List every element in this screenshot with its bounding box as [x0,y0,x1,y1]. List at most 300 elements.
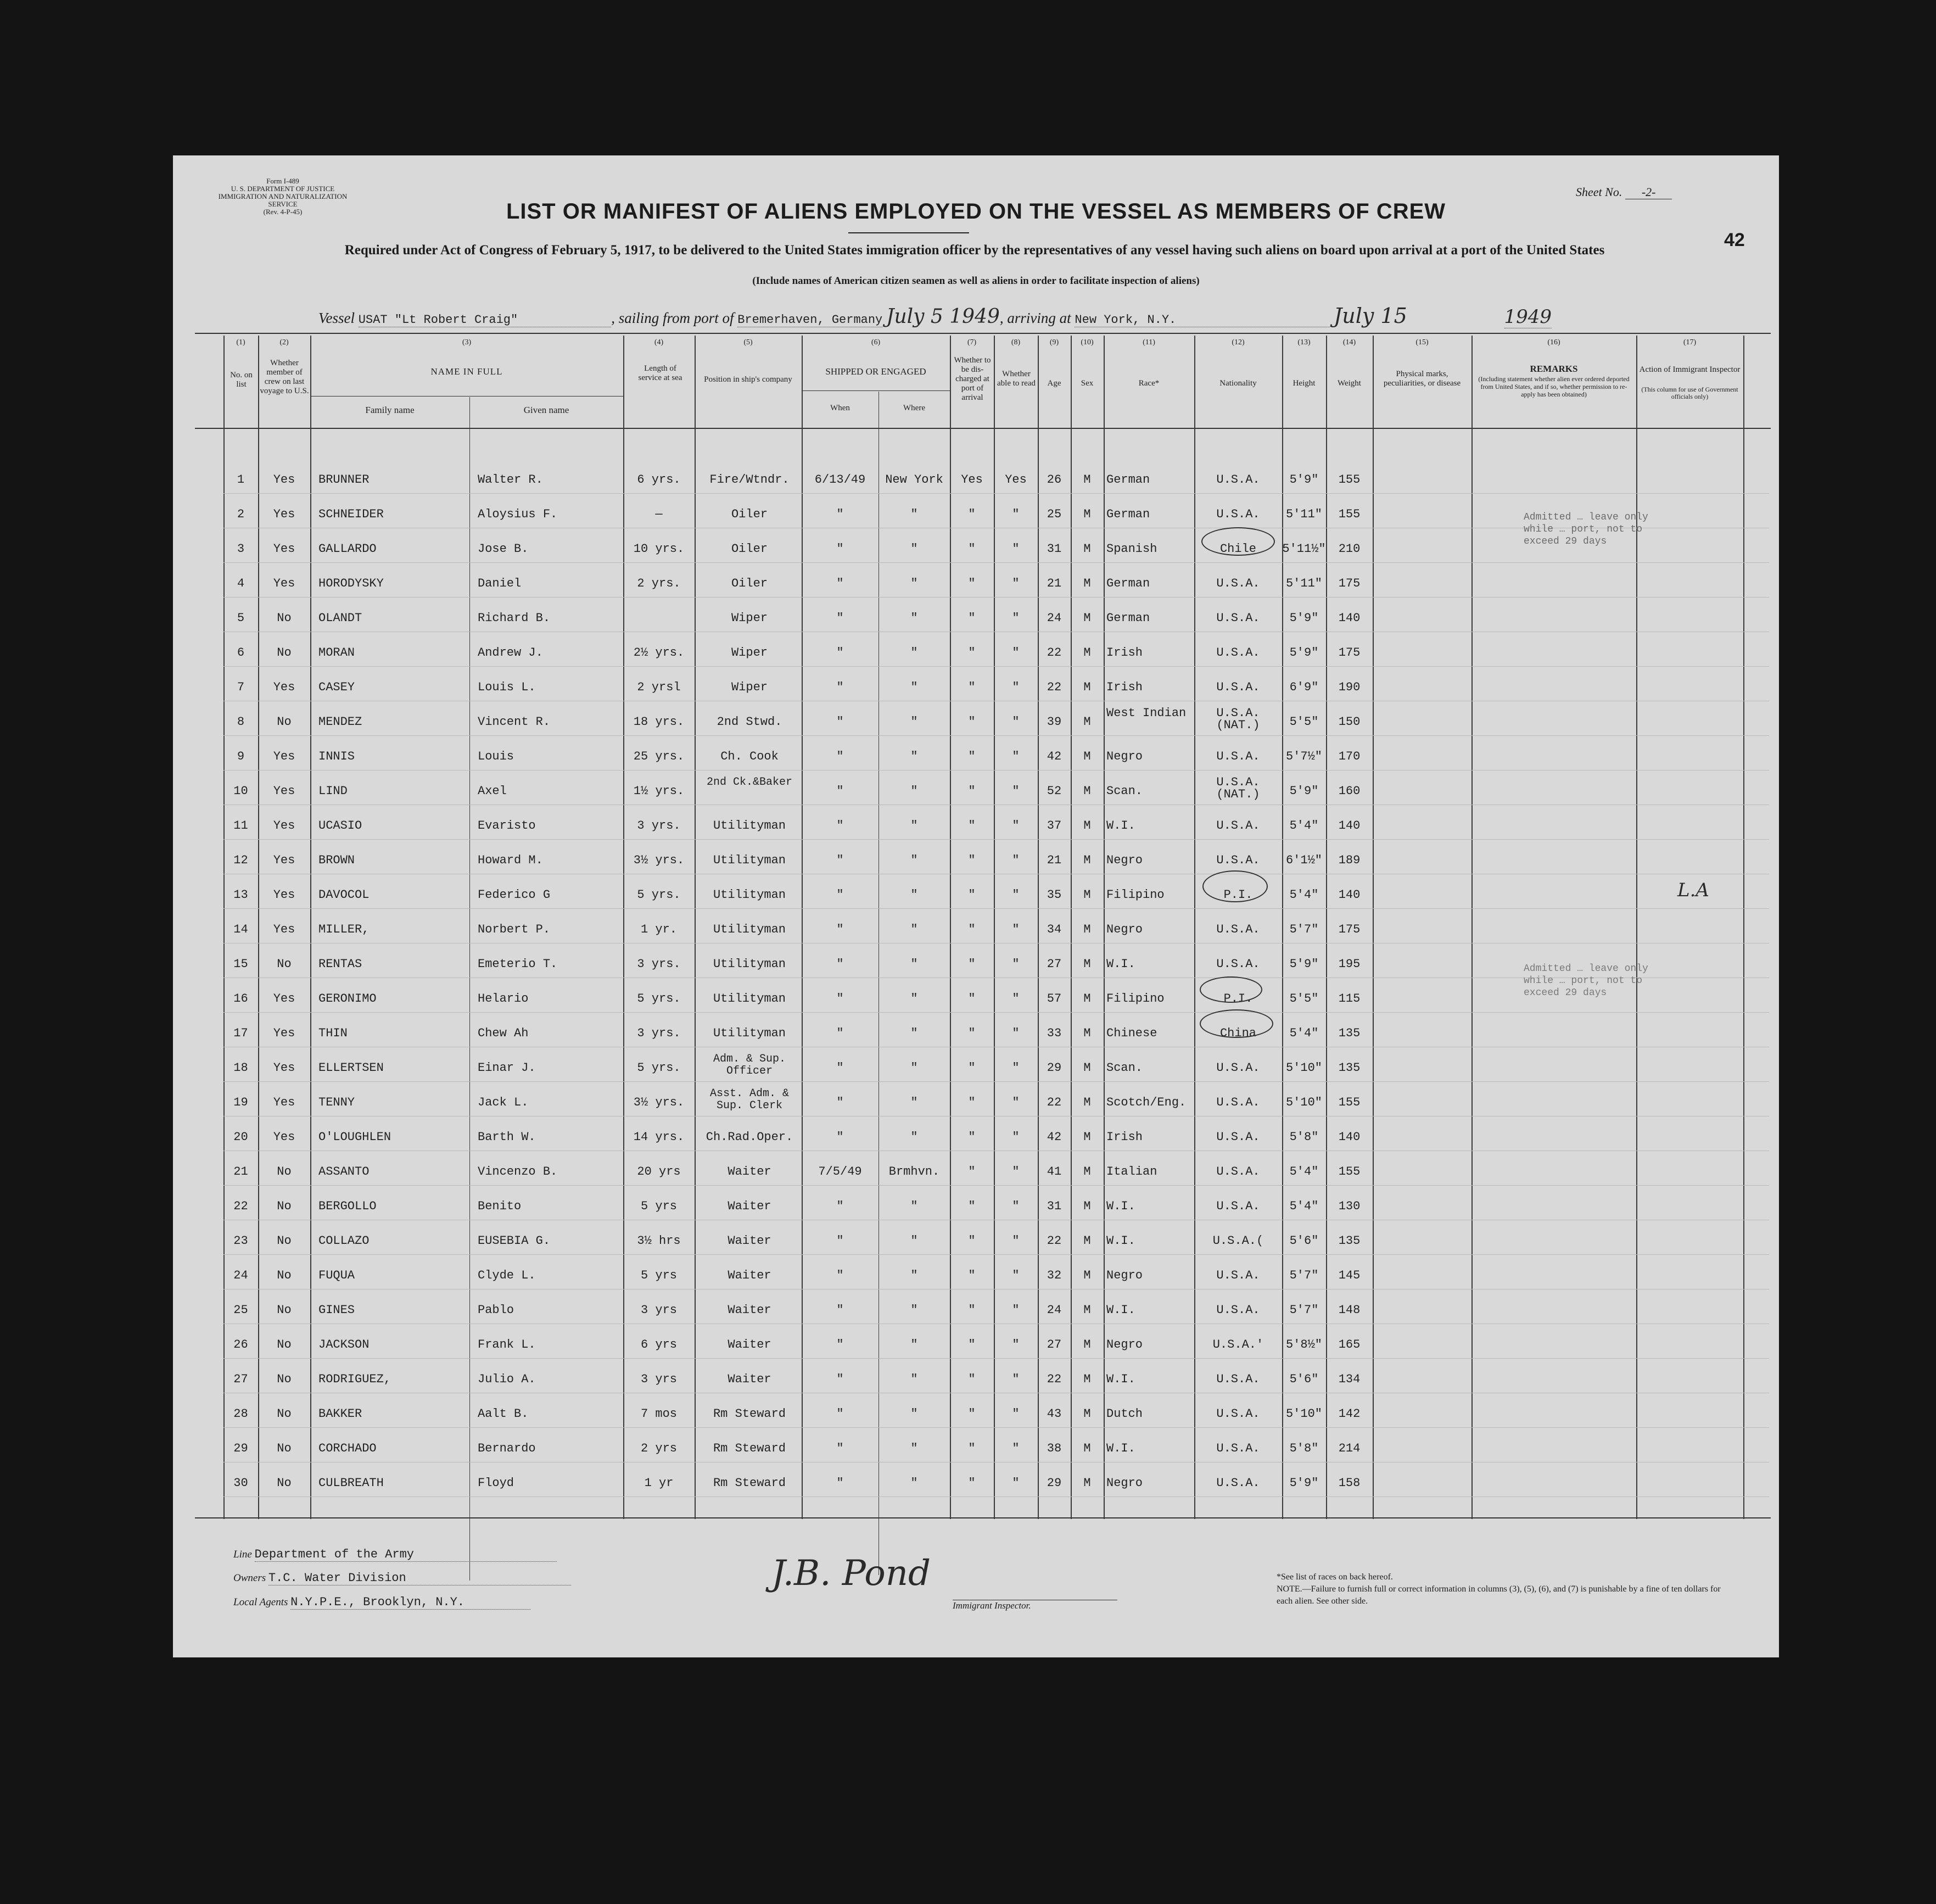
length-service: 3 yrs. [637,819,681,833]
sex: M [1083,1130,1091,1144]
height: 5'9" [1289,1476,1319,1490]
position: Ch. Cook [720,750,779,763]
sailing-port: Bremerhaven, Germany [737,313,883,327]
sheet-number: -2- [1625,185,1672,199]
header-remarks-sub: (Including statement whether alien ever ordered deported from United States, and if so, whether permission to re-apply has been obtained) [1478,375,1630,398]
discharged: " [968,819,976,833]
nationality-circle [1200,976,1262,1003]
shipped-where: " [910,1130,918,1144]
given-name: Benito [478,1199,522,1213]
shipped-where: " [910,992,918,1006]
family-name: GERONIMO [318,992,377,1006]
row-number: 7 [237,680,245,694]
given-name: Richard B. [478,611,551,625]
row-number: 8 [237,715,245,729]
age: 35 [1047,888,1062,902]
colnum-7: (7) [967,338,977,347]
length-service: 3 yrs [640,1372,677,1386]
length-service: 7 mos [640,1407,677,1421]
family-name: INNIS [318,750,355,763]
footer-agents [233,1595,530,1609]
nationality: U.S.A. [1216,507,1260,521]
given-name: Pablo [478,1303,514,1317]
weight: 155 [1338,1165,1361,1179]
nationality: U.S.A. [1216,1269,1260,1282]
age: 57 [1047,992,1062,1006]
discharged: " [968,888,976,902]
colnum-12: (12) [1232,338,1245,347]
age: 38 [1047,1442,1062,1455]
race: Scotch/Eng. [1106,1096,1187,1109]
shipped-when: " [836,1096,844,1109]
nationality: U.S.A. [1216,611,1260,625]
member-value: No [277,1476,292,1490]
shipped-when: " [836,923,844,936]
sex: M [1083,1165,1091,1179]
race: W.I. [1106,1372,1135,1386]
shipped-when: " [836,853,844,867]
given-name: Emeterio T. [478,957,558,971]
sex: M [1083,1061,1091,1075]
row-rule [223,839,1769,840]
discharged: " [968,784,976,798]
column-divider [1104,336,1105,1519]
member-value: Yes [273,1096,295,1109]
weight: 175 [1338,646,1361,660]
race: Negro [1106,923,1143,936]
shipped-where: " [910,888,918,902]
race: German [1106,577,1150,590]
able-to-read: " [1012,507,1020,521]
family-name: MILLER, [318,923,370,936]
height: 5'11" [1285,577,1322,590]
shipped-where: " [910,1407,918,1421]
header-action: Action of Immigrant Inspector [1639,365,1741,374]
shipped-when: " [836,819,844,833]
discharged: " [968,1407,976,1421]
member-value: Yes [273,992,295,1006]
column-divider [1373,336,1374,1519]
age: 21 [1047,577,1062,590]
height: 5'4" [1289,888,1319,902]
length-service: 3 yrs. [637,1026,681,1040]
row-rule [223,493,1769,494]
given-name: Clyde L. [478,1269,536,1282]
colnum-10: (10) [1081,338,1094,347]
nationality: U.S.A. [1216,577,1260,590]
race: Scan. [1106,1061,1143,1075]
position: Waiter [728,1303,771,1317]
nationality: U.S.A. (NAT.) [1216,775,1260,801]
row-number: 10 [233,784,248,798]
shipped-when: " [836,1303,844,1317]
family-name: LIND [318,784,348,798]
race: Negro [1106,750,1143,763]
member-value: Yes [273,507,295,521]
height: 5'10" [1285,1061,1322,1075]
age: 26 [1047,473,1062,487]
discharged: " [968,542,976,556]
arriving-label: , arriving at [999,310,1071,326]
weight: 155 [1338,1096,1361,1109]
member-value: Yes [273,750,295,763]
row-rule [223,1254,1769,1255]
stamp-line: Admitted … leave only [1524,963,1648,974]
sex: M [1083,888,1091,902]
age: 31 [1047,1199,1062,1213]
age: 22 [1047,1372,1062,1386]
length-service: 3½ yrs. [633,1096,685,1109]
member-value: Yes [273,680,295,694]
discharged: " [968,1026,976,1040]
nationality: U.S.A. [1216,1165,1260,1179]
weight: 134 [1338,1372,1361,1386]
row-number: 5 [237,611,245,625]
family-name: SCHNEIDER [318,507,384,521]
height: 5'9" [1289,957,1319,971]
nationality: U.S.A. [1216,1199,1260,1213]
age: 39 [1047,715,1062,729]
sex: M [1083,646,1091,660]
weight: 135 [1338,1026,1361,1040]
discharged: " [968,715,976,729]
row-rule [223,735,1769,736]
race: Irish [1106,646,1143,660]
age: 33 [1047,1026,1062,1040]
length-service: 3½ yrs. [633,853,685,867]
position: Utilityman [713,853,786,867]
agents-value: N.Y.P.E., Brooklyn, N.Y. [290,1595,530,1610]
row-rule [223,1185,1769,1186]
family-name: CORCHADO [318,1442,377,1455]
row-number: 21 [233,1165,248,1179]
shipped-when: " [836,750,844,763]
stamp-line: while … port, not to [1524,524,1643,535]
position: Waiter [728,1269,771,1282]
family-name: BROWN [318,853,355,867]
weight: 210 [1338,542,1361,556]
shipped-when: " [836,1199,844,1213]
shipped-where: " [910,1269,918,1282]
length-service: — [655,507,663,521]
position: 2nd Stwd. [717,715,782,729]
given-name: Einar J. [478,1061,536,1075]
weight: 189 [1338,853,1361,867]
given-name: Vincenzo B. [478,1165,558,1179]
length-service: 3½ hrs [637,1234,681,1248]
member-value: No [277,715,292,729]
family-name: RODRIGUEZ, [318,1372,391,1386]
given-name: Norbert P. [478,923,551,936]
member-value: Yes [273,1061,295,1075]
nationality: U.S.A. [1216,923,1260,936]
header-when: When [830,404,850,412]
family-name: GINES [318,1303,355,1317]
remarks-stamp [1524,963,1648,999]
discharged: Yes [961,473,983,487]
header-member: Whether member of crew on last voyage to U.S. [260,359,309,395]
row-number: 18 [233,1061,248,1075]
position: Fire/Wtndr. [709,473,790,487]
shipped-when: " [836,1338,844,1352]
vessel-line [318,304,1746,326]
stamp-line: Admitted … leave only [1524,512,1648,523]
race: Negro [1106,1476,1143,1490]
able-to-read: " [1012,819,1020,833]
able-to-read: " [1012,646,1020,660]
length-service: 20 yrs [637,1165,681,1179]
name-subheader-rule [310,396,623,397]
race: German [1106,611,1150,625]
discharged: " [968,507,976,521]
member-value: Yes [273,577,295,590]
age: 41 [1047,1165,1062,1179]
race: German [1106,507,1150,521]
shipped-when: " [836,1026,844,1040]
member-value: No [277,1234,292,1248]
weight: 190 [1338,680,1361,694]
row-rule [223,908,1769,909]
weight: 135 [1338,1234,1361,1248]
discharged: " [968,1372,976,1386]
header-age: Age [1047,379,1061,388]
height: 5'8" [1289,1130,1319,1144]
race: Irish [1106,1130,1143,1144]
member-value: No [277,1269,292,1282]
race: W.I. [1106,1199,1135,1213]
sex: M [1083,715,1091,729]
row-rule [223,666,1769,667]
able-to-read: " [1012,923,1020,936]
shipped-where: " [910,1234,918,1248]
position: Utilityman [713,992,786,1006]
able-to-read: " [1012,1269,1020,1282]
row-number: 19 [233,1096,248,1109]
discharged: " [968,992,976,1006]
header-bottom-rule [195,428,1771,429]
age: 34 [1047,923,1062,936]
race: Spanish [1106,542,1157,556]
family-name: ELLERTSEN [318,1061,384,1075]
age: 22 [1047,1096,1062,1109]
position: Waiter [728,1199,771,1213]
header-sex: Sex [1081,379,1094,388]
able-to-read: " [1012,750,1020,763]
inspector-signature: J.B. Pond [771,1553,931,1594]
height: 5'4" [1289,1165,1319,1179]
able-to-read: " [1012,680,1020,694]
shipped-when: " [836,1372,844,1386]
colnum-13: (13) [1297,338,1311,347]
vessel-name: USAT "Lt Robert Craig" [359,313,611,327]
page-title: LIST OR MANIFEST OF ALIENS EMPLOYED ON THE VESSEL AS MEMBERS OF CREW [506,199,1446,224]
length-service: 2½ yrs. [633,646,685,660]
position: Ch.Rad.Oper. [706,1130,793,1144]
action-mark: L.A [1677,879,1709,901]
column-divider [695,336,696,1519]
length-service: 18 yrs. [633,715,685,729]
length-service: 1 yr [644,1476,674,1490]
row-number: 11 [233,819,248,833]
able-to-read: " [1012,1165,1020,1179]
header-length: Length of service at sea [638,364,682,382]
able-to-read: " [1012,1476,1020,1490]
colnum-15: (15) [1415,338,1429,347]
length-service: 1 yr. [640,923,677,936]
position: Wiper [731,611,768,625]
shipped-when: " [836,680,844,694]
able-to-read: " [1012,1372,1020,1386]
sex: M [1083,957,1091,971]
height: 5'9" [1289,473,1319,487]
title-rule [848,232,969,233]
header-action-sub: (This column for use of Government officials only) [1641,386,1738,400]
races-note: *See list of races on back hereof. [1277,1572,1393,1582]
given-name: Walter R. [478,473,543,487]
header-where: Where [903,404,925,412]
shipped-when: " [836,784,844,798]
footer-owners [233,1571,571,1585]
member-value: Yes [273,542,295,556]
race: W.I. [1106,1442,1135,1455]
race: W.I. [1106,957,1135,971]
length-service: 1½ yrs. [633,784,685,798]
row-number: 6 [237,646,245,660]
nationality: U.S.A. [1216,646,1260,660]
height: 5'9" [1289,646,1319,660]
column-divider [310,336,311,1519]
discharged: " [968,1442,976,1455]
colnum-8: (8) [1011,338,1021,347]
shipped-when: " [836,992,844,1006]
sex: M [1083,507,1091,521]
discharged: " [968,1165,976,1179]
age: 29 [1047,1061,1062,1075]
nationality: China [1219,1026,1256,1040]
member-value: No [277,1199,292,1213]
able-to-read: " [1012,992,1020,1006]
race: Negro [1106,853,1143,867]
nationality: P.I. [1223,992,1253,1006]
member-value: No [277,1303,292,1317]
able-to-read: " [1012,1026,1020,1040]
age: 22 [1047,680,1062,694]
sailing-label: , sailing from port of [611,310,734,326]
fine-note: NOTE.—Failure to furnish full or correct information in columns (3), (5), (6), and (7) is punishable by a fine of ten dollars for each alien. See other side. [1277,1584,1721,1606]
shipped-where: New York [885,473,943,487]
shipped-where: " [910,784,918,798]
height: 5'9" [1289,611,1319,625]
sex: M [1083,784,1091,798]
line-label: Line [233,1549,252,1560]
shipped-when: " [836,646,844,660]
discharged: " [968,1130,976,1144]
family-name: TENNY [318,1096,355,1109]
header-height: Height [1292,379,1316,388]
header-read: Whether able to read [997,370,1036,388]
shipped-where: " [910,507,918,521]
shipped-when: " [836,1061,844,1075]
shipped-subheader-rule [802,390,950,391]
member-value: No [277,611,292,625]
position: Oiler [731,542,768,556]
age: 31 [1047,542,1062,556]
able-to-read: " [1012,1407,1020,1421]
sex: M [1083,1338,1091,1352]
age: 24 [1047,611,1062,625]
position: Asst. Adm. & Sup. Clerk [709,1087,790,1112]
height: 6'1½" [1285,853,1322,867]
family-name: BRUNNER [318,473,370,487]
row-number: 23 [233,1234,248,1248]
colnum-17: (17) [1683,338,1697,347]
weight: 140 [1338,611,1361,625]
owners-value: T.C. Water Division [268,1571,571,1585]
arrival-port: New York, N.Y. [1075,313,1330,327]
shipped-where: " [910,1199,918,1213]
length-service: 5 yrs. [637,1061,681,1075]
given-name: Helario [478,992,529,1006]
age: 42 [1047,1130,1062,1144]
row-number: 24 [233,1269,248,1282]
able-to-read: " [1012,1442,1020,1455]
member-value: No [277,1372,292,1386]
race: Irish [1106,680,1143,694]
nationality: U.S.A. (NAT.) [1216,706,1260,732]
row-number: 25 [233,1303,248,1317]
height: 5'7½" [1285,750,1322,763]
weight: 142 [1338,1407,1361,1421]
shipped-where: " [910,1096,918,1109]
shipped-where: " [910,1303,918,1317]
age: 24 [1047,1303,1062,1317]
weight: 115 [1338,992,1361,1006]
weight: 160 [1338,784,1361,798]
header-family-name: Family name [365,405,415,415]
position: Rm Steward [713,1476,786,1490]
given-name: Daniel [478,577,522,590]
given-name: Axel [478,784,507,798]
member-value: No [277,957,292,971]
family-name: BERGOLLO [318,1199,377,1213]
row-rule [223,597,1769,598]
sex: M [1083,819,1091,833]
colnum-11: (11) [1143,338,1155,347]
able-to-read: " [1012,1096,1020,1109]
shipped-where: " [910,611,918,625]
sex: M [1083,1407,1091,1421]
subtitle: Required under Act of Congress of February 5, 1917, to be delivered to the United States immigration officer by the representatives of any vessel having such aliens on board upon arrival at a port of the United States [344,243,1605,258]
header-shipped: SHIPPED OR ENGAGED [825,366,926,377]
column-divider [1743,336,1744,1519]
shipped-when: " [836,1269,844,1282]
discharged: " [968,1476,976,1490]
member-value: No [277,646,292,660]
shipped-when: " [836,888,844,902]
discharged: " [968,680,976,694]
height: 5'8½" [1285,1338,1322,1352]
family-name: FUQUA [318,1269,355,1282]
member-value: Yes [273,784,295,798]
nationality: U.S.A. [1216,819,1260,833]
shipped-when: " [836,957,844,971]
race: Negro [1106,1338,1143,1352]
given-name: Vincent R. [478,715,551,729]
race: W.I. [1106,1303,1135,1317]
table-frame [195,333,1771,334]
row-number: 16 [233,992,248,1006]
given-name: Frank L. [478,1338,536,1352]
